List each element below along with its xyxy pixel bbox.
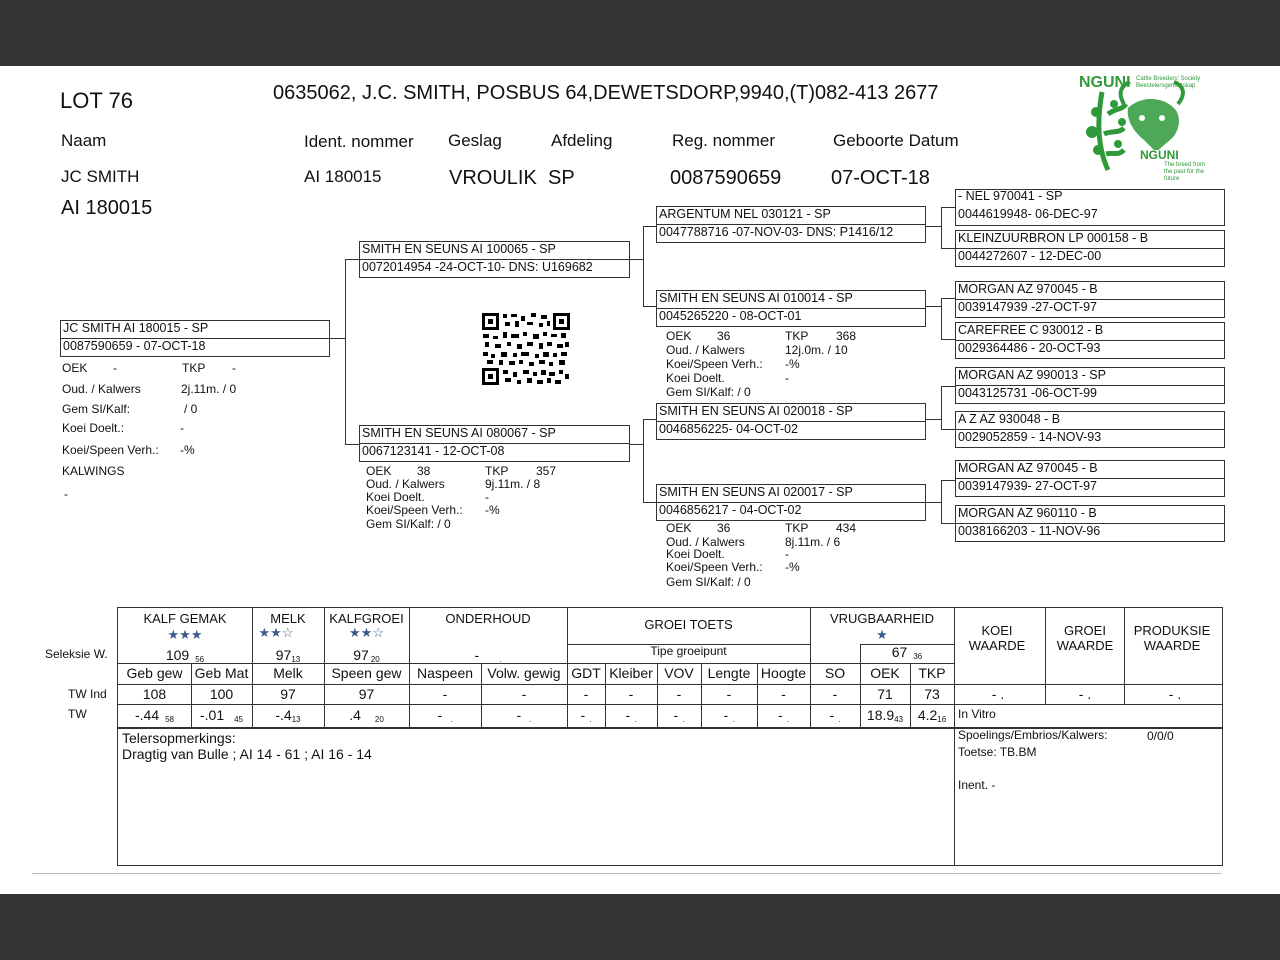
dd-doelt-label: Koei Doelt. [666,547,725,561]
dam-dam-box [656,484,926,521]
top-dark-bar [0,0,1280,66]
ggp7-line2: 0039147939- 27-OCT-97 [958,479,1097,493]
ds-line1: SMITH EN SEUNS AI 020018 - SP [659,404,853,418]
header-kalfgroei: KALFGROEI [329,611,404,626]
dam-oek-label: OEK [366,464,392,478]
qr-code [481,312,571,386]
sd-verh-label: Koei/Speen Verh.: [666,357,763,371]
animal-line1: JC SMITH AI 180015 - SP [63,321,209,335]
inent: Inent. - [958,778,996,792]
col-kleiber: Kleiber [609,665,653,681]
col-so: SO [824,665,846,681]
header-produksie-waarde: PRODUKSIE WAARDE [1133,623,1211,653]
value-geslag: VROULIK [449,167,537,189]
row-label-seleksie: Seleksie W. [45,647,108,661]
animal-doelt-label: Koei Doelt.: [62,421,125,435]
ggp2-line1: KLEINZUURBRON LP 000158 - B [958,231,1149,245]
col-geb-gew: Geb gew [126,665,183,681]
ggp-box-4 [955,322,1225,359]
twind-speen-gew: 97 [358,686,375,702]
tw-geb-mat: -.01 $_{45}$ [199,707,244,724]
col-oek: OEK [870,665,900,681]
dam-tkp-label: TKP [485,464,509,478]
ss-line1: ARGENTUM NEL 030121 - SP [659,207,831,221]
ggp3-line1: MORGAN AZ 970045 - B [958,282,1098,296]
sel-kalfgroei: 97 $_{20}$ [353,647,380,664]
ggp-box-3 [955,281,1225,318]
bottom-dark-bar [0,894,1280,960]
tw-lengte: - $_.$ [723,707,735,724]
dam-doelt-label: Koei Doelt. [366,490,425,504]
twind-produksie-waarde: - . [1168,686,1182,702]
tw-oek: $18.9_{43}$ [866,707,904,724]
stars-vrugbaarheid: ★ [876,627,888,642]
twind-lengte: - [726,686,732,702]
ggp-box-5 [955,367,1225,404]
sd-gem: Gem SI/Kalf: / 0 [666,385,751,399]
remarks-title: Telersopmerkings: [122,730,236,746]
spoelings-label: Spoelings/Embrios/Kalwers: [958,728,1108,742]
logo-society: Cattle Breeders' Society Beestelersgenootskap [1136,76,1201,89]
header-groei-toets: GROEI TOETS [644,617,733,632]
nguni-logo [1078,74,1212,180]
ggp4-line1: CAREFREE C 930012 - B [958,323,1104,337]
animal-gem-label: Gem SI/Kalf: [62,402,131,416]
dam-line1: SMITH EN SEUNS AI 080067 - SP [362,426,556,440]
ggp2-line2: 0044272607 - 12-DEC-00 [958,249,1102,263]
twind-koei-waarde: - . [991,686,1005,702]
twind-volw: - [521,686,527,702]
sd-oek-value: 36 [717,329,731,343]
tw-naspeen: - $_.$ [437,707,453,724]
dd-tkp-label: TKP [785,521,809,535]
animal-line2: 0087590659 - 07-OCT-18 [63,339,206,353]
col-vov: VOV [664,665,694,681]
tw-tkp: $4.2_{16}$ [917,707,947,724]
value-ident: AI 180015 [304,167,382,186]
col-lengte: Lengte [707,665,751,681]
dd-verh-label: Koei/Speen Verh.: [666,560,763,574]
animal-name-large: AI 180015 [61,197,153,219]
dd-doelt-value: - [785,547,789,561]
label-afdeling: Afdeling [551,131,613,150]
animal-oek-value: - [113,361,117,375]
col-volw-gewig: Volw. gewig [487,665,561,681]
ggp-box-8 [955,505,1225,542]
tw-kleiber: - $_.$ [625,707,637,724]
qr-code-graphic [481,312,571,386]
label-reg: Reg. nommer [672,131,775,150]
header-onderhoud: ONDERHOUD [445,611,531,626]
sel-melk: $97_{13}$ [275,647,301,664]
sd-oud-label: Oud. / Kalwers [666,343,745,357]
dam-tkp-value: 357 [536,464,557,478]
col-melk: Melk [273,665,303,681]
col-speen-gew: Speen gew [331,665,402,681]
in-vitro: In Vitro [958,707,996,721]
value-geboorte: 07-OCT-18 [831,167,930,189]
ggp-box-1 [955,189,1225,226]
animal-verh-label: Koei/Speen Verh.: [62,443,159,457]
dd-verh-value: -% [785,560,800,574]
twind-so: - [832,686,838,702]
twind-groei-waarde: - . [1078,686,1092,702]
lot-number: LOT 76 [60,88,133,113]
animal-kalwings-value: - [64,487,68,501]
dam-oek-value: 38 [417,464,431,478]
col-geb-mat: Geb Mat [194,665,249,681]
dam-box [359,425,630,462]
sire-sire-box [656,206,926,243]
dd-line2: 0046856217 - 04-OCT-02 [659,503,802,517]
label-geboorte: Geboorte Datum [833,131,959,150]
sd-oud-value: 12j.0m. / 10 [785,343,848,357]
logo-tagline: The breed from the past for the future [1164,162,1206,182]
animal-verh-value: -% [180,443,195,457]
dam-verh-label: Koei/Speen Verh.: [366,503,463,517]
ggp4-line2: 0029364486 - 20-OCT-93 [958,341,1101,355]
twind-oek: 71 [877,686,893,702]
sd-doelt-value: - [785,371,789,385]
twind-gdt: - [583,686,589,702]
animal-kalwings-label: KALWINGS [62,464,125,478]
sire-box [359,241,630,278]
dam-line2: 0067123141 - 12-OCT-08 [362,444,505,458]
header-vrugbaarheid: VRUGBAARHEID [829,611,935,626]
row-label-tw: TW [68,707,87,721]
header-koei-waarde: KOEI WAARDE [968,623,1026,653]
dam-doelt-value: - [485,490,489,504]
ggp1-line1: - NEL 970041 - SP [958,189,1063,203]
ggp7-line1: MORGAN AZ 970045 - B [958,461,1098,475]
value-afdeling: SP [548,167,575,189]
animal-box [60,320,330,357]
col-tkp: TKP [918,665,946,681]
dd-oek-value: 36 [717,521,731,535]
sd-tkp-label: TKP [785,329,809,343]
ggp8-line1: MORGAN AZ 960110 - B [958,506,1097,520]
twind-naspeen: - [442,686,448,702]
ggp6-line1: A Z AZ 930048 - B [958,412,1061,426]
twind-geb-gew: 108 [142,686,167,702]
header-kalf-gemak: KALF GEMAK [143,611,227,626]
ss-line2: 0047788716 -07-NOV-03- DNS: P1416/12 [659,225,894,239]
stars-melk: ★★☆ [258,625,294,640]
tw-volw: - $_.$ [516,707,532,724]
row-label-twind: TW Ind [68,687,107,701]
dam-gem: Gem SI/Kalf: / 0 [366,517,451,531]
tipe-groeipunt: Tipe groeipunt [650,644,727,658]
label-naam: Naam [61,131,107,150]
remarks-text: Dragtig van Bulle ; AI 14 - 61 ; AI 16 - 14 [122,746,372,762]
twind-tkp: 73 [924,686,940,702]
spoelings-value: 0/0/0 [1147,729,1174,743]
ggp5-line1: MORGAN AZ 990013 - SP [958,368,1106,382]
sire-line2: 0072014954 -24-OCT-10- DNS: U169682 [362,260,593,274]
sd-oek-label: OEK [666,329,692,343]
animal-oud-value: 2j.11m. / 0 [181,382,237,396]
twind-kleiber: - [628,686,634,702]
sd-tkp-value: 368 [836,329,857,343]
label-geslag: Geslag [448,131,502,150]
tw-melk: $-.4_{13}$ [275,707,301,724]
sd-line1: SMITH EN SEUNS AI 010014 - SP [659,291,853,305]
logo-title: NGUNI [1079,74,1131,91]
ggp6-line2: 0029052859 - 14-NOV-93 [958,430,1102,444]
dam-oud-value: 9j.11m. / 8 [485,477,541,491]
dam-oud-label: Oud. / Kalwers [366,477,445,491]
sel-vrug: 67 $_{36}$ [891,644,923,661]
twind-melk: 97 [280,686,296,702]
tw-so: - $_.$ [829,707,841,724]
dd-oud-label: Oud. / Kalwers [666,535,745,549]
tw-hoogte: - $_.$ [778,707,789,724]
twind-geb-mat: 100 [209,686,234,702]
ggp-box-7 [955,460,1225,497]
breeder-info: 0635062, J.C. SMITH, POSBUS 64,DEWETSDORP,9940,(T)082-413 2677 [273,82,939,104]
animal-tkp-label: TKP [182,361,206,375]
dam-verh-value: -% [485,503,500,517]
twind-hoogte: - [781,686,786,702]
dd-gem: Gem SI/Kalf: / 0 [666,575,751,589]
sire-line1: SMITH EN SEUNS AI 100065 - SP [362,242,556,256]
sel-kalf: 109 $_{56}$ [165,647,205,664]
header-groei-waarde: GROEI WAARDE [1056,623,1114,653]
animal-tkp-value: - [232,361,236,375]
ggp-box-2 [955,230,1225,267]
col-gdt: GDT [571,665,601,681]
ggp8-line2: 0038166203 - 11-NOV-96 [958,524,1101,538]
ds-line2: 0046856225- 04-OCT-02 [659,422,798,436]
tw-speen-gew: .4 $_{20}$ [349,707,384,724]
dd-tkp-value: 434 [836,521,857,535]
ggp1-line2: 0044619948- 06-DEC-97 [958,207,1098,221]
animal-gem-value: / 0 [184,402,198,416]
ggp-box-6 [955,411,1225,448]
sd-line2: 0045265220 - 08-OCT-01 [659,309,802,323]
sd-doelt-label: Koei Doelt. [666,371,725,385]
twind-vov: - [676,686,682,702]
ggp5-line2: 0043125731 -06-OCT-99 [958,386,1097,400]
col-naspeen: Naspeen [416,665,474,681]
value-naam: JC SMITH [61,167,140,186]
stars-kalfgroei: ★★☆ [349,625,384,640]
sire-dam-box [656,290,926,327]
tw-vov: - $_.$ [673,707,685,724]
sd-verh-value: -% [785,357,800,371]
tw-geb-gew: -.44 $_{58}$ [134,707,175,724]
ggp3-line2: 0039147939 -27-OCT-97 [958,300,1097,314]
header-melk: MELK [270,611,306,626]
footer-rule [32,873,1222,874]
col-hoogte: Hoogte [760,665,807,681]
value-reg: 0087590659 [670,167,782,189]
toetse: Toetse: TB.BM [958,745,1037,759]
label-ident: Ident. nommer [304,132,414,151]
dam-sire-box [656,403,926,440]
animal-oek-label: OEK [62,361,88,375]
animal-oud-label: Oud. / Kalwers [62,382,141,396]
tw-gdt: - $_.$ [580,707,592,724]
animal-doelt-value: - [180,421,184,435]
sel-onderhoud: - $_.$ [474,647,502,664]
dd-oek-label: OEK [666,521,692,535]
stars-kalf-gemak: ★★★ [167,627,203,642]
dd-line1: SMITH EN SEUNS AI 020017 - SP [659,485,853,499]
logo-badge: NGUNI [1140,148,1179,162]
dd-oud-value: 8j.11m. / 6 [785,535,841,549]
